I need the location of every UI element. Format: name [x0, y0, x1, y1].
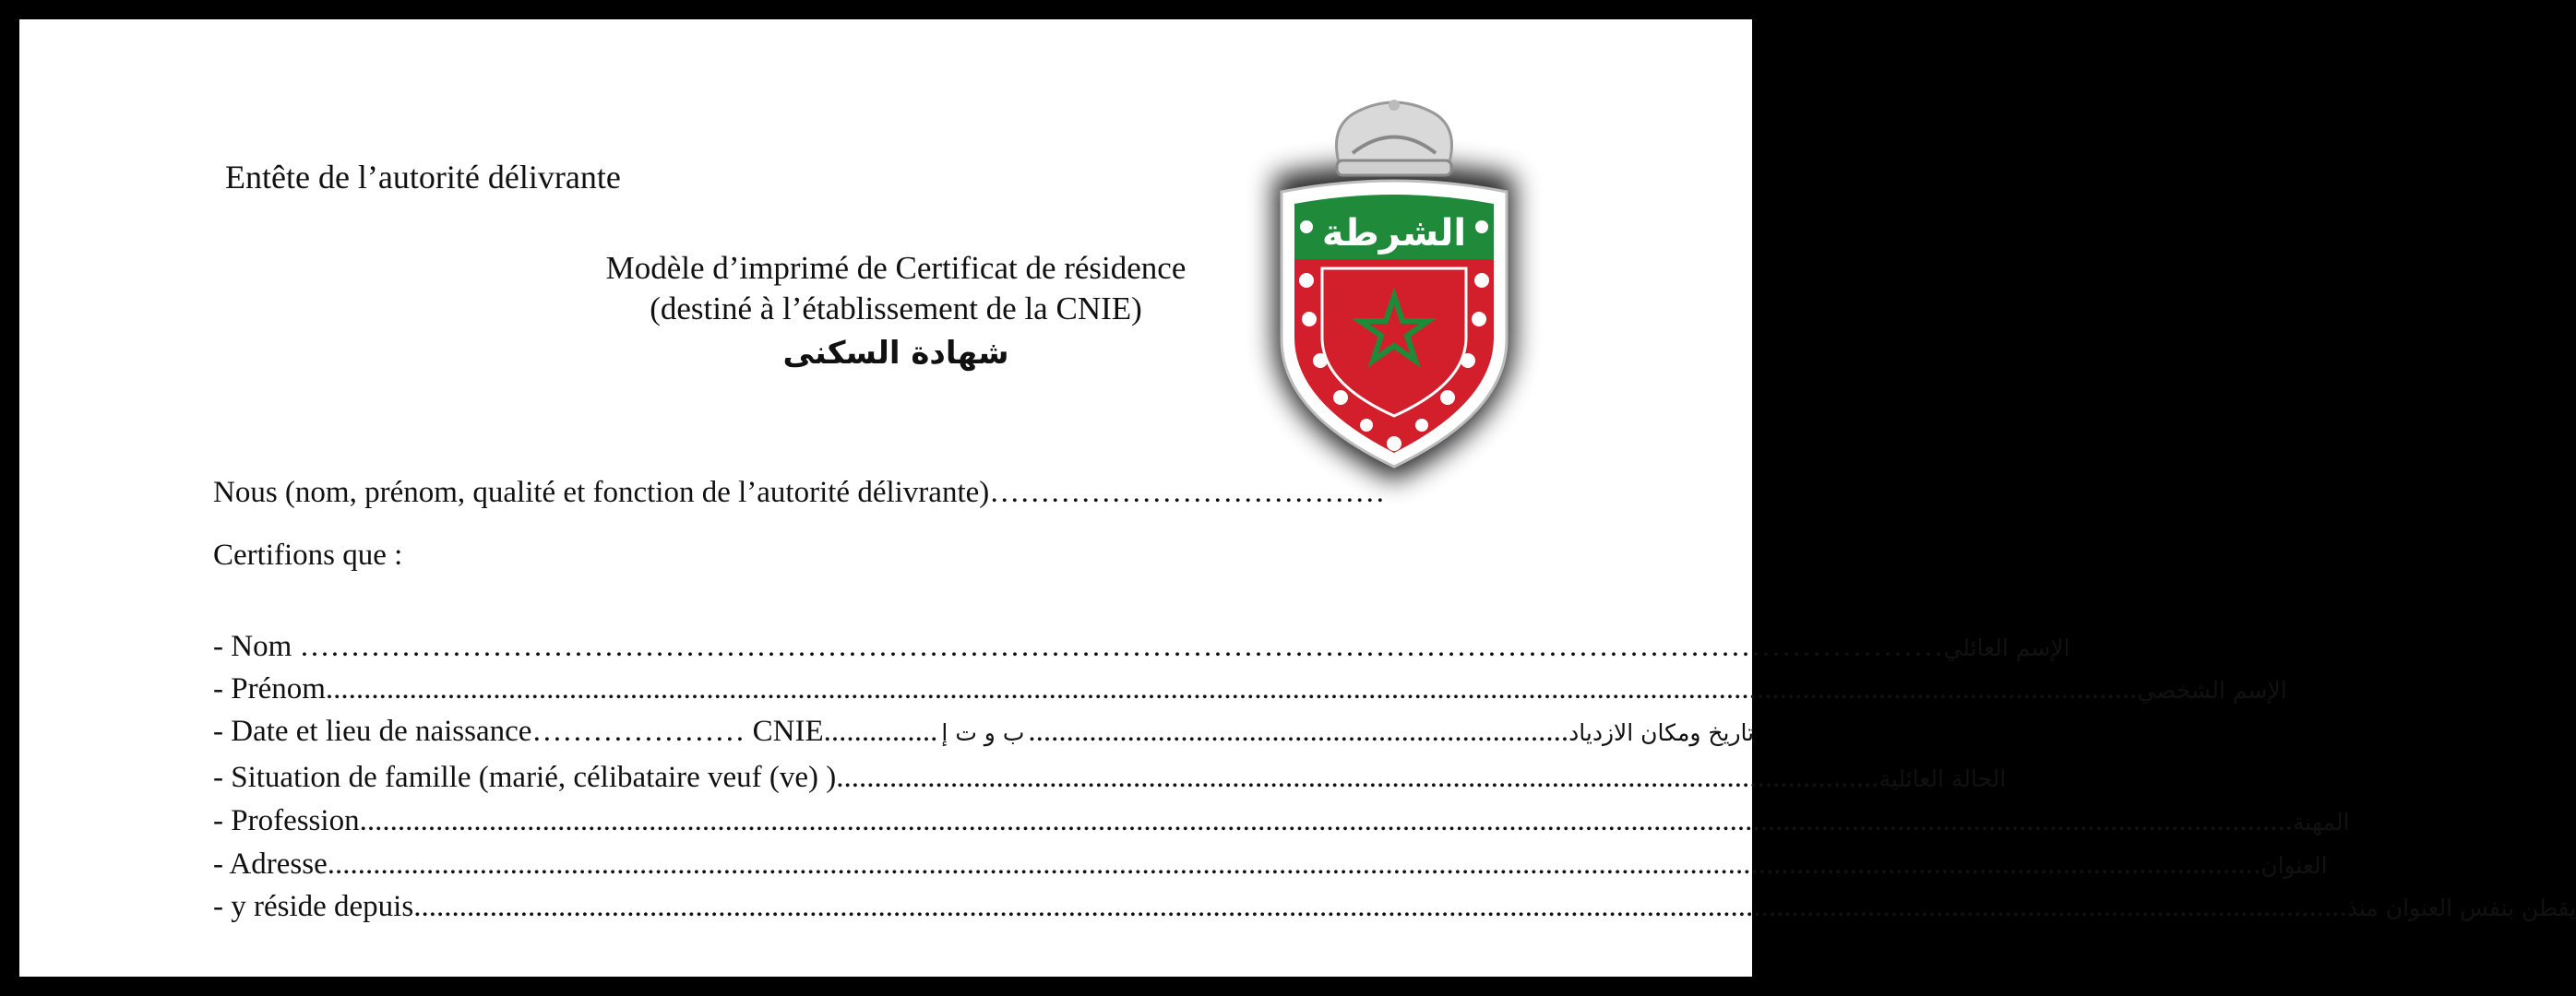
field-row-naissance [213, 708, 1755, 749]
field-row-nom [213, 623, 2070, 664]
fill-line[interactable]: ......................................................................................................................................... [836, 761, 1879, 794]
title-arabic: شهادة السكنى [782, 335, 1009, 372]
field-label-fr: - Adresse [213, 848, 328, 881]
cnie-label-ar: ب و ت إ [941, 719, 1025, 746]
crown-icon [1337, 100, 1452, 175]
field-label-ar: الإسم الشخصي [2137, 677, 2287, 704]
fill-line[interactable]: .............................................................................................................................................................................................................................................................. [413, 890, 2347, 923]
field-label-fr: - Nom [213, 630, 292, 663]
title-french-line-1: Modèle d’imprimé de Certificat de résidence [605, 250, 1187, 286]
document-page [19, 19, 2576, 977]
authority-line: Nous (nom, prénom, qualité et fonction de l’autorité délivrante)………………………………… [213, 476, 1386, 509]
fill-line[interactable]: .............................................................................................................................................................................................................................................. [325, 672, 2138, 706]
field-label-ar: المهنة [2293, 809, 2350, 836]
cnie-label: CNIE [752, 715, 824, 748]
field-label-fr: - Prénom [213, 672, 326, 706]
fill-line[interactable]: .............................................................................................................................................................................................................................................................. [359, 804, 2294, 837]
field-label-ar: الحالة العائلية [1878, 765, 2007, 792]
certify-line: Certifions que : [213, 539, 403, 572]
field-label-ar: تاريخ ومكان الازدياد [1568, 719, 1755, 746]
field-label-fr: - y réside depuis [213, 890, 414, 923]
fill-line[interactable]: .............................................................................................................................................................................................................................................................. [327, 848, 2261, 881]
emblem-label: الشرطة [1321, 212, 1467, 255]
field-row-profession [213, 798, 2350, 838]
field-row-depuis [213, 883, 2576, 924]
field-label-ar: الإسم العائلي [1943, 634, 2070, 661]
field-row-situation [213, 754, 2007, 795]
field-row-prenom [213, 666, 2287, 706]
field-label-fr: - Date et lieu de naissance [213, 715, 532, 748]
police-emblem-logo [1237, 70, 1551, 504]
fill-line[interactable]: ………………… [531, 715, 753, 748]
fill-line[interactable]: ............... [823, 715, 938, 748]
field-label-ar: العنوان [2260, 852, 2328, 879]
field-label-fr: - Profession [213, 804, 360, 837]
field-label-ar: يقطن بنفس العنوان منذ [2346, 895, 2576, 921]
fill-line[interactable]: ....................................................................... [1028, 715, 1569, 748]
fill-line[interactable]: ……………………………………………………………………………………………………………………………………………… [292, 630, 1944, 663]
field-label-fr: - Situation de famille (marié, célibataire veuf (ve) ) [213, 761, 837, 794]
field-row-adresse [213, 841, 2328, 882]
issuer-header: Entête de l’autorité délivrante [225, 159, 621, 196]
title-block [518, 248, 1274, 377]
title-french-line-2: (destiné à l’établissement de la CNIE) [650, 290, 1142, 326]
